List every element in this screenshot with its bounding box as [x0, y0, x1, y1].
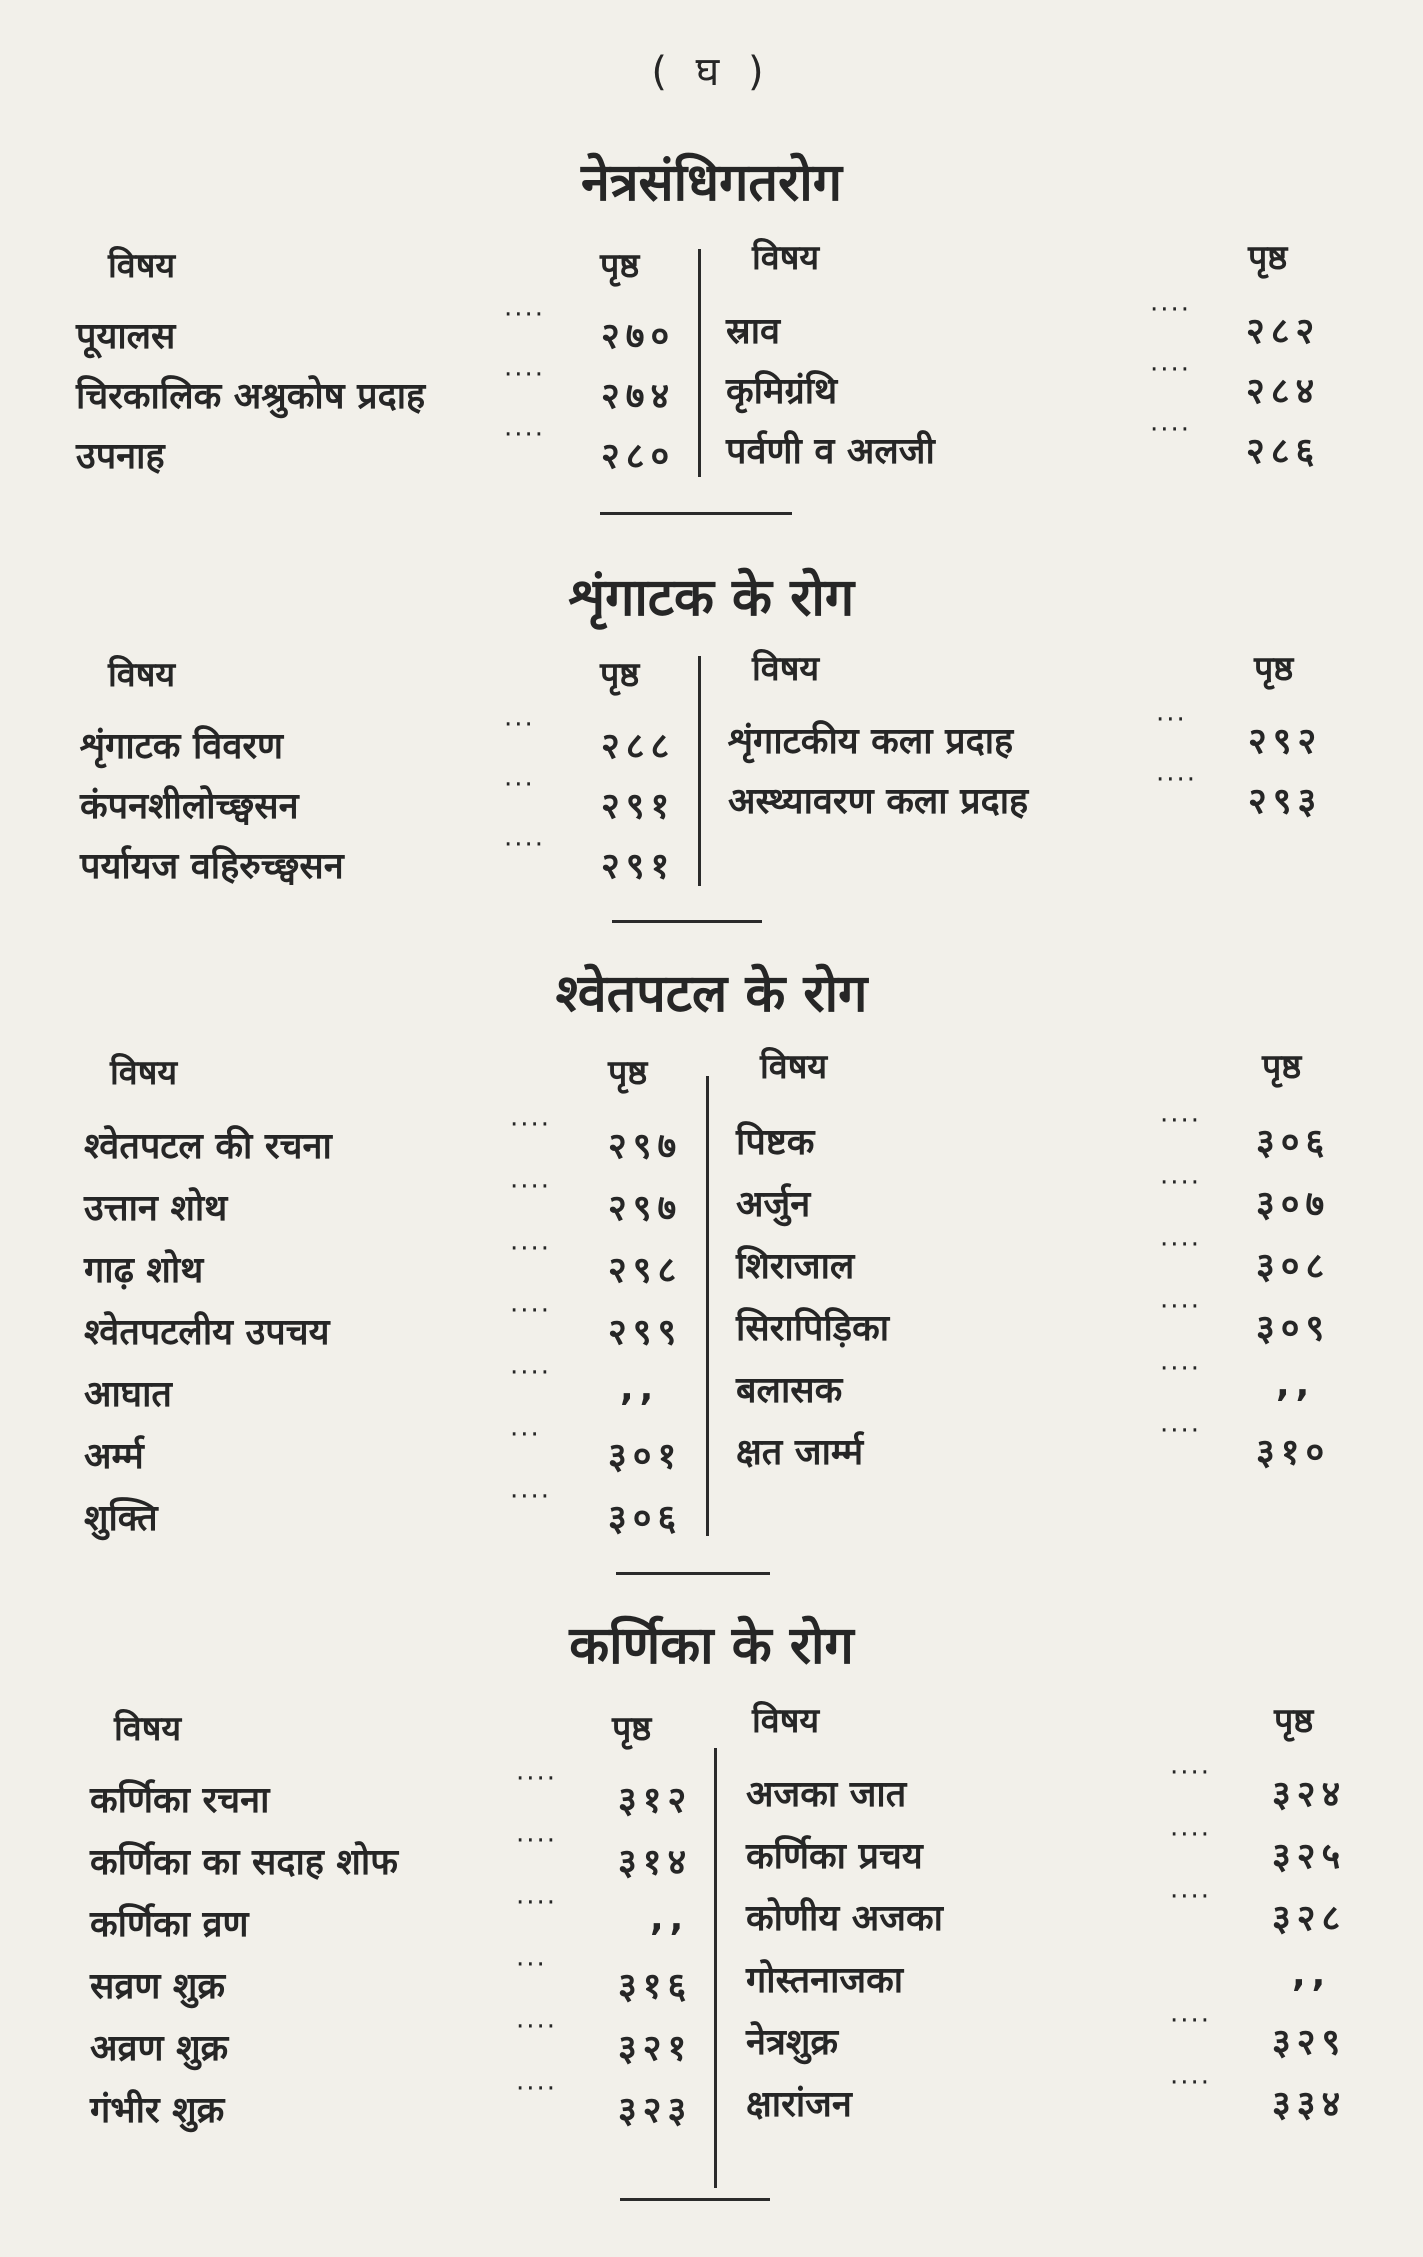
right-subject-header: विषय [760, 1047, 828, 1087]
leader-dots: ···· [1160, 1292, 1202, 1322]
list-item [726, 355, 1346, 425]
left-subject-header: विषय [108, 655, 176, 695]
leader-dots: ···· [510, 1296, 552, 1326]
list-item [90, 1764, 710, 1834]
list-item [736, 1168, 1356, 1238]
list-item [746, 1820, 1366, 1890]
leader-dots: ···· [1170, 2006, 1212, 2036]
entry-name: आघात [84, 1374, 172, 1415]
list-item [736, 1230, 1356, 1300]
entry-name: अव्रण शुक्र [90, 2028, 229, 2069]
leader-dots: ···· [516, 1764, 558, 1794]
entry-name: सव्रण शुक्र [90, 1966, 226, 2007]
entry-page: ३३४ [1272, 2084, 1347, 2125]
leader-dots: ···· [1156, 765, 1198, 795]
entry-page: ३२३ [618, 2090, 693, 2131]
list-item [76, 420, 696, 490]
entry-page: ,, [1276, 1364, 1316, 1405]
entry-page: २९२ [1248, 721, 1323, 762]
leader-dots: ···· [1170, 2068, 1212, 2098]
leader-dots: ···· [516, 1826, 558, 1856]
section-shvetapatala [0, 956, 1423, 1576]
entry-page: २९७ [608, 1188, 683, 1229]
entry-name: क्षारांजन [746, 2084, 852, 2125]
entry-name: शृंगाटकीय कला प्रदाह [728, 721, 1014, 762]
entry-name: उत्तान शोथ [84, 1188, 228, 1229]
entry-name: कोणीय अजका [746, 1898, 943, 1939]
list-item [90, 2074, 710, 2144]
entry-name: स्राव [726, 311, 781, 352]
section-divider [600, 512, 792, 515]
entry-page: २८८ [601, 726, 676, 767]
entry-page: २९७ [608, 1126, 683, 1167]
leader-dots: ···· [1160, 1354, 1202, 1384]
entry-page: ३०१ [608, 1436, 683, 1477]
right-page-header: पृष्ठ [1254, 649, 1294, 689]
entry-name: श्वेतपटल की रचना [84, 1126, 332, 1167]
entry-name: क्षत जार्म्म [736, 1432, 864, 1473]
list-item [84, 1296, 704, 1366]
entry-name: पिष्टक [736, 1122, 815, 1163]
entry-page: ,, [1292, 1954, 1332, 1995]
leader-dots: ···· [516, 2074, 558, 2104]
entry-page: ३२५ [1272, 1836, 1347, 1877]
entry-page: २७४ [601, 376, 676, 417]
entry-name: नेत्रशुक्र [746, 2022, 838, 2063]
entry-name: कर्णिका रचना [90, 1780, 270, 1821]
leader-dots: ···· [516, 1888, 558, 1918]
list-item [726, 295, 1346, 365]
entry-page: ३१४ [618, 1842, 693, 1883]
leader-dots: ···· [1160, 1230, 1202, 1260]
entry-page: ३०६ [1256, 1122, 1331, 1163]
entry-page: ,, [650, 1898, 690, 1939]
list-item [84, 1234, 704, 1304]
left-page-header: पृष्ठ [600, 246, 640, 286]
leader-dots: ··· [504, 710, 535, 740]
entry-name: कंपनशीलोच्छ्वसन [80, 786, 299, 827]
list-item [726, 415, 1346, 485]
leader-dots: ···· [1160, 1168, 1202, 1198]
entry-name: कर्णिका का सदाह शोफ [90, 1842, 398, 1883]
entry-page: ३१२ [618, 1780, 693, 1821]
list-item [90, 1826, 710, 1896]
list-item [746, 1882, 1366, 1952]
entry-page: ३०७ [1256, 1184, 1331, 1225]
entry-page: २८६ [1246, 431, 1321, 472]
list-item [728, 705, 1348, 775]
left-subject-header: विषय [114, 1709, 182, 1749]
leader-dots: ···· [504, 420, 546, 450]
section-divider [620, 2198, 770, 2201]
list-item [84, 1172, 704, 1242]
entry-name: शुक्ति [84, 1498, 158, 1539]
leader-dots: ···· [516, 2012, 558, 2042]
entry-name: अर्जुन [736, 1184, 811, 1225]
section-netrasandhi [0, 145, 1423, 525]
right-page-header: पृष्ठ [1248, 238, 1288, 278]
leader-dots: ···· [1170, 1882, 1212, 1912]
right-page-header: पृष्ठ [1274, 1701, 1314, 1741]
entry-page: २८२ [1246, 311, 1321, 352]
left-page-header: पृष्ठ [600, 655, 640, 695]
list-item [80, 830, 700, 900]
page-folio: ( घ ) [651, 49, 772, 95]
leader-dots: ···· [1150, 295, 1192, 325]
leader-dots: ···· [504, 360, 546, 390]
entry-page: २८४ [1246, 371, 1321, 412]
leader-dots: ···· [1170, 1820, 1212, 1850]
entry-name: श्वेतपटलीय उपचय [84, 1312, 330, 1353]
leader-dots: ···· [1160, 1416, 1202, 1446]
entry-page: २९८ [608, 1250, 683, 1291]
list-item [90, 1950, 710, 2020]
list-item [80, 710, 700, 780]
leader-dots: ··· [504, 770, 535, 800]
entry-page: २७० [601, 316, 676, 357]
right-subject-header: विषय [752, 649, 820, 689]
entry-page: ३१६ [618, 1966, 693, 2007]
list-item [746, 2068, 1366, 2138]
left-subject-header: विषय [110, 1053, 178, 1093]
entry-page: २९१ [601, 786, 676, 827]
left-page-header: पृष्ठ [608, 1053, 648, 1093]
entry-page: ,, [620, 1368, 660, 1409]
section-karnika [0, 1608, 1423, 2228]
leader-dots: ···· [1170, 1758, 1212, 1788]
entry-page: ३०६ [608, 1498, 683, 1539]
section-divider [616, 1572, 770, 1575]
leader-dots: ···· [510, 1358, 552, 1388]
list-item [84, 1110, 704, 1180]
entry-page: ३१० [1256, 1432, 1331, 1473]
list-item [746, 2006, 1366, 2076]
entry-page: ३२९ [1272, 2022, 1347, 2063]
entry-name: कृमिग्रंथि [726, 371, 838, 412]
list-item [728, 765, 1348, 835]
list-item [736, 1292, 1356, 1362]
section-shringataka [0, 560, 1423, 920]
entry-name: सिरापिड़िका [736, 1308, 890, 1349]
leader-dots: ··· [510, 1420, 541, 1450]
entry-name: उपनाह [76, 436, 165, 477]
leader-dots: ···· [1150, 355, 1192, 385]
right-subject-header: विषय [752, 1701, 820, 1741]
column-divider [698, 249, 701, 477]
entry-name: अजका जात [746, 1774, 907, 1815]
entry-name: कर्णिका प्रचय [746, 1836, 923, 1877]
entry-name: चिरकालिक अश्रुकोष प्रदाह [76, 376, 426, 417]
list-item [736, 1354, 1356, 1424]
list-item [84, 1420, 704, 1490]
entry-name: गंभीर शुक्र [90, 2090, 225, 2131]
list-item [76, 360, 696, 430]
list-item [84, 1358, 704, 1428]
list-item [736, 1106, 1356, 1176]
list-item [84, 1482, 704, 1552]
entry-name: पर्वणी व अलजी [726, 431, 935, 472]
entry-name: बलासक [736, 1370, 843, 1411]
section-divider [612, 920, 762, 923]
leader-dots: ··· [1156, 705, 1187, 735]
leader-dots: ···· [510, 1234, 552, 1264]
entry-page: २९३ [1248, 781, 1323, 822]
entry-page: ३२८ [1272, 1898, 1347, 1939]
entry-name: शृंगाटक विवरण [80, 726, 284, 767]
leader-dots: ··· [516, 1950, 547, 1980]
entry-name: कर्णिका व्रण [90, 1904, 249, 1945]
leader-dots: ···· [504, 830, 546, 860]
list-item [746, 1758, 1366, 1828]
entry-page: ३०९ [1256, 1308, 1331, 1349]
leader-dots: ···· [510, 1110, 552, 1140]
list-item [90, 1888, 710, 1958]
left-subject-header: विषय [108, 246, 176, 286]
entry-name: गोस्तनाजका [746, 1960, 904, 2001]
entry-name: पर्यायज वहिरुच्छ्वसन [80, 846, 344, 887]
right-page-header: पृष्ठ [1262, 1047, 1302, 1087]
entry-page: ३०८ [1256, 1246, 1331, 1287]
list-item [736, 1416, 1356, 1486]
list-item [90, 2012, 710, 2082]
entry-page: २९१ [601, 846, 676, 887]
entry-page: ३२१ [618, 2028, 693, 2069]
entry-page: २८० [601, 436, 676, 477]
leader-dots: ···· [504, 300, 546, 330]
leader-dots: ···· [510, 1482, 552, 1512]
right-subject-header: विषय [752, 238, 820, 278]
entry-name: अर्म्म [84, 1436, 144, 1477]
leader-dots: ···· [510, 1172, 552, 1202]
left-page-header: पृष्ठ [612, 1709, 652, 1749]
entry-name: शिराजाल [736, 1246, 855, 1287]
leader-dots: ···· [1160, 1106, 1202, 1136]
section-title: श्वेतपटल के रोग [555, 964, 868, 1024]
entry-name: पूयालस [76, 316, 176, 357]
leader-dots: ···· [1150, 415, 1192, 445]
entry-page: २९९ [608, 1312, 683, 1353]
list-item [80, 770, 700, 840]
column-divider [706, 1076, 709, 1536]
column-divider [714, 1748, 717, 2188]
entry-name: अस्थ्यावरण कला प्रदाह [728, 781, 1029, 822]
list-item [76, 300, 696, 370]
list-item [746, 1954, 1366, 2014]
entry-page: ३२४ [1272, 1774, 1347, 1815]
section-title: नेत्रसंधिगतरोग [580, 153, 843, 213]
section-title: कर्णिका के रोग [569, 1616, 854, 1676]
entry-name: गाढ़ शोथ [84, 1250, 204, 1291]
section-title: शृंगाटक के रोग [568, 568, 855, 628]
